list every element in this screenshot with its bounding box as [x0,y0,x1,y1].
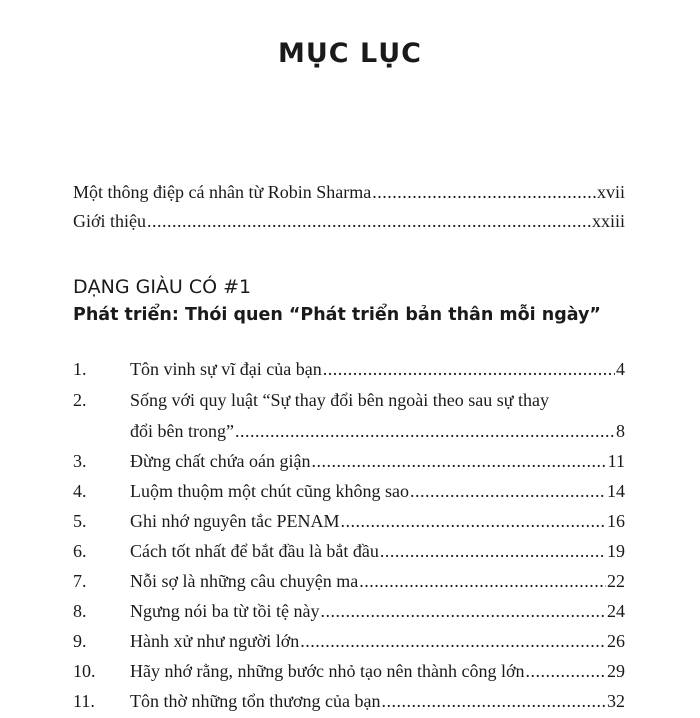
dot-leader [526,659,607,683]
toc-item[interactable] [130,689,625,713]
toc-item-number: 3. [73,451,87,471]
toc-item-page: 14 [607,481,625,501]
toc-item-number: 10. [73,661,96,681]
toc-entry-text: Một thông điệp cá nhân từ Robin Sharma [73,182,372,202]
toc-item-page: 16 [607,511,625,531]
toc-item-text: Đừng chất chứa oán giận [130,451,311,471]
toc-entry-page: xxiii [591,211,625,231]
toc-item-page: 22 [607,571,625,591]
toc-item-number: 11. [73,691,95,711]
dot-leader [323,357,615,381]
dot-leader [320,599,606,623]
toc-item-text: Ghi nhớ nguyên tắc PENAM [130,511,340,531]
toc-entry-message[interactable] [73,180,625,204]
section-heading: DẠNG GIÀU CÓ #1 [73,276,252,298]
toc-item-page: 8 [616,421,625,441]
toc-item-page: 11 [607,451,625,471]
toc-entry-page: xvii [596,182,625,202]
toc-item-text: Luộm thuộm một chút cũng không sao [130,481,409,501]
toc-item[interactable] [130,599,625,623]
toc-item-page: 29 [607,661,625,681]
toc-item-text: Ngưng nói ba từ tồi tệ này [130,601,320,621]
toc-item[interactable] [130,659,625,683]
toc-item[interactable] [130,629,625,653]
dot-leader [341,509,607,533]
toc-item-text: Tôn thờ những tổn thương của bạn [130,691,381,711]
toc-item[interactable] [130,449,625,473]
dot-leader [359,569,606,593]
dot-leader [380,539,606,563]
toc-item-number: 9. [73,631,87,651]
toc-item[interactable] [130,479,625,503]
toc-item[interactable] [130,419,625,443]
toc-entry-text: Giới thiệu [73,211,147,231]
toc-item-page: 32 [607,691,625,711]
toc-item-number: 2. [73,390,87,410]
toc-item-number: 8. [73,601,87,621]
toc-item-text: Tôn vinh sự vĩ đại của bạn [130,359,322,379]
dot-leader [235,419,615,443]
toc-item-number: 5. [73,511,87,531]
toc-item-page: 26 [607,631,625,651]
toc-item[interactable] [130,569,625,593]
toc-item[interactable] [130,539,625,563]
toc-item-page: 19 [607,541,625,561]
toc-item-number: 4. [73,481,87,501]
toc-item-number: 7. [73,571,87,591]
toc-item-text: Cách tốt nhất để bắt đầu là bắt đầu [130,541,379,561]
toc-item-text: Hành xử như người lớn [130,631,300,651]
toc-item[interactable] [130,509,625,533]
toc-item-text: Hãy nhớ rằng, những bước nhỏ tạo nên thành công lớn [130,661,525,681]
dot-leader [382,689,606,713]
toc-item-text: Nỗi sợ là những câu chuyện ma [130,571,359,591]
toc-item-page: 24 [607,601,625,621]
toc-item[interactable] [130,357,625,381]
toc-item-number: 1. [73,359,87,379]
page-title: MỤC LỤC [278,38,422,69]
dot-leader [410,479,606,503]
toc-item-text-line1: Sống với quy luật “Sự thay đổi bên ngoài theo sau sự thay [130,390,549,410]
toc-item-text: đổi bên trong” [130,421,234,441]
dot-leader [300,629,606,653]
dot-leader [372,180,596,204]
toc-item-page: 4 [616,359,625,379]
dot-leader [311,449,606,473]
section-subheading: Phát triển: Thói quen “Phát triển bản thân mỗi ngày” [73,305,601,325]
toc-entry-introduction[interactable] [73,209,625,233]
toc-item-number: 6. [73,541,87,561]
dot-leader [147,209,591,233]
